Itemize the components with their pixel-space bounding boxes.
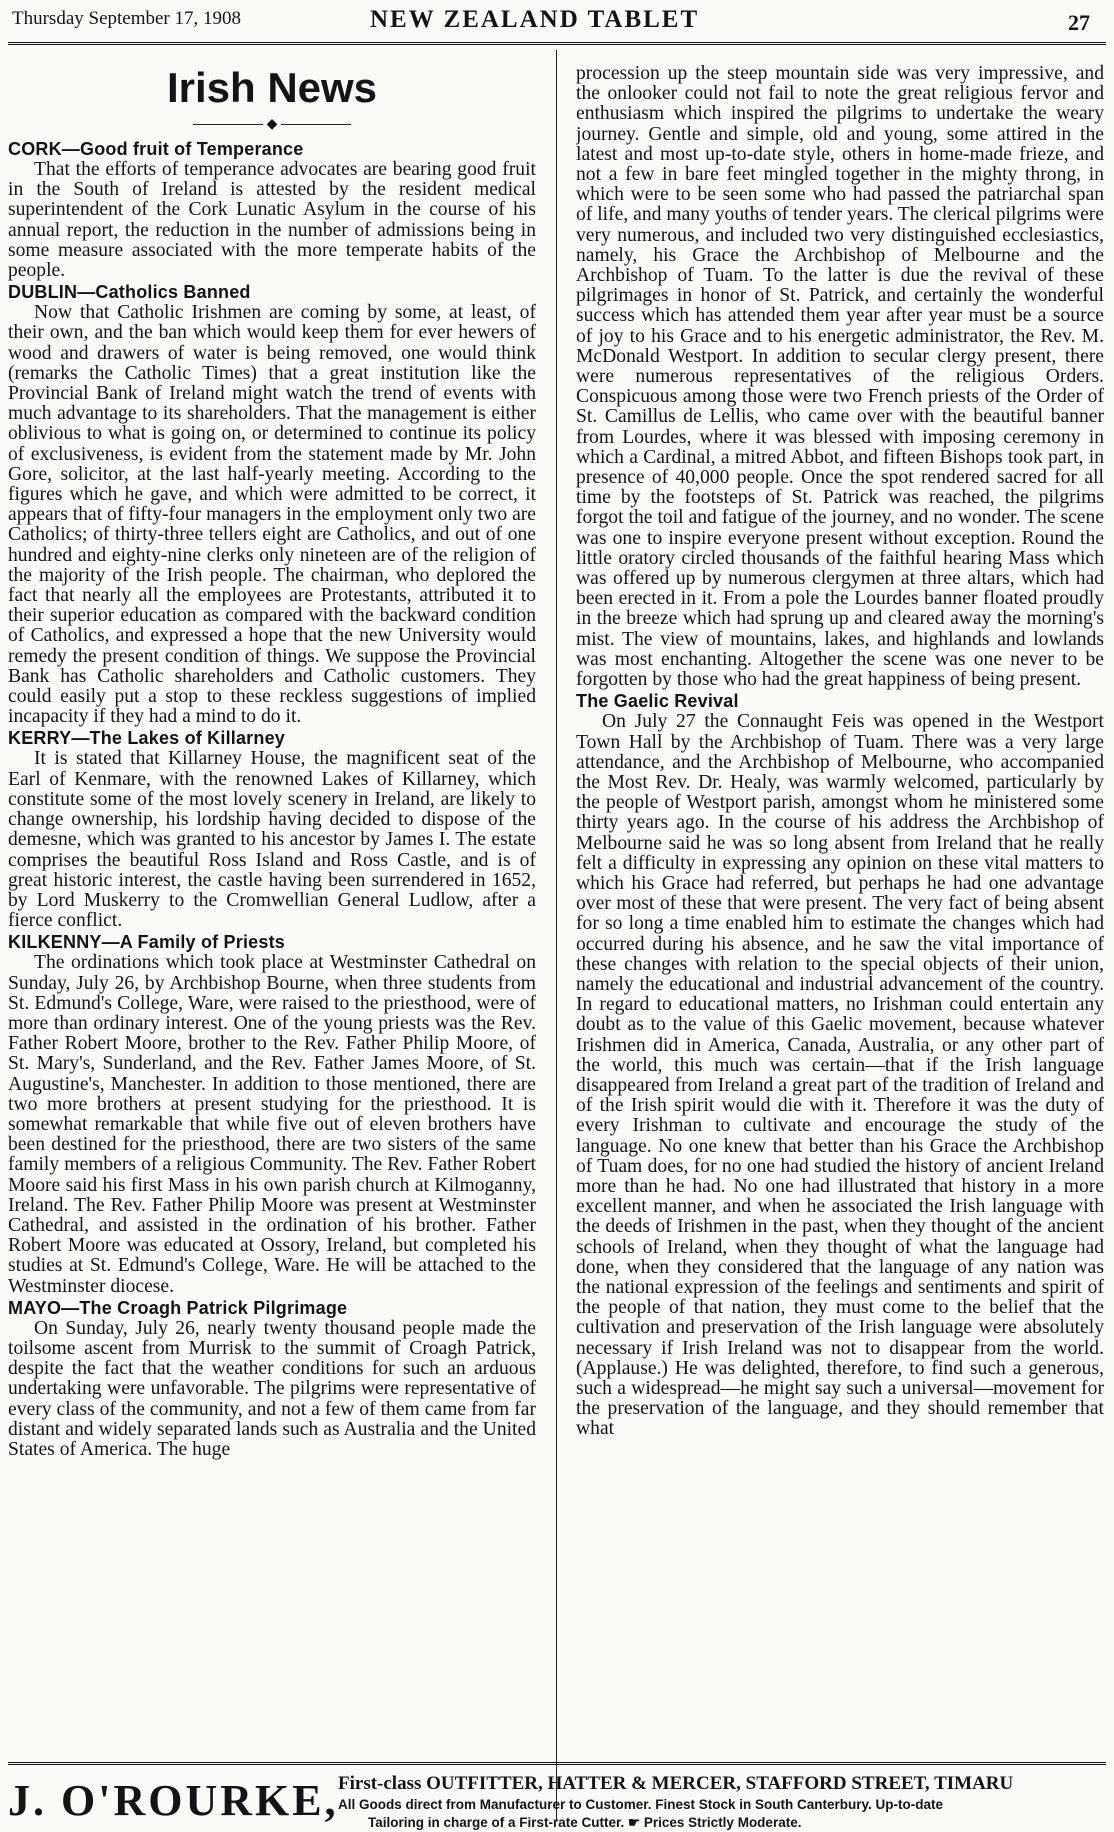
ad-line-2: All Goods direct from Manufacturer to Customer. Finest Stock in South Canterbury. Up-to-date: [338, 1797, 944, 1812]
page-number: 27: [1068, 10, 1090, 35]
article-paragraph: It is stated that Killarney House, the magnificent seat of the Earl of Kenmare, with the renowned Lakes of Killarney, which constitute some of the most lovely scenery in Ireland, are likely to change ownership, his lordship having decided to dispose of the demesne, which was granted to his ancestor by James I. The estate comprises the beautiful Ross Island and Ross Castle, and is of great historic interest, the castle having been surrendered in 1652, by Lord Muskerry to the Cromwellian General Ludlow, after a fierce conflict.: [8, 748, 536, 932]
heading-ornament: [8, 116, 536, 134]
article: [8, 727, 536, 931]
left-column: [8, 64, 536, 1800]
article-paragraph: The ordinations which took place at Westminster Cathedral on Sunday, July 26, by Archbishop Bourne, when three students from St. Edmund's College, Ware, were raised to the priesthood, were of more than ordinary interest. One of the young priests was the Rev. Father Robert Moore, brother to the Rev. Father Philip Moore, of St. Mary's, Sunderland, and the Rev. Father James Moore, of St. Augustine's, Manchester. In addition to those mentioned, there are two more brothers at present studying for the priesthood. It is somewhat remarkable that while five out of eleven brothers have been destined for the priesthood, there are two sisters of the same family members of a religious Community. The Rev. Father Robert Moore said his first Mass in his own parish church at Kilmoganny, Ireland. The Rev. Father Philip Moore was present at Westminster Cathedral, and assisted in the ordination of his brother. Father Robert Moore was educated at Ossory, Ireland, but completed his studies at St. Edmund's College, Ware. He will be attached to the Westminster diocese.: [8, 952, 536, 1297]
article-paragraph: That the efforts of temperance advocates are bearing good fruit in the South of Ireland is attested by the resident medical superintendent of the Cork Lunatic Asylum in the course of his annual report, the reduction in the number of admissions being in some measure associated with the more temperate habits of the people.: [8, 159, 536, 282]
newspaper-title: NEW ZEALAND TABLET: [370, 6, 700, 33]
masthead: [8, 4, 1106, 45]
article-title: CORK—Good fruit of Temperance: [8, 139, 304, 159]
article: [576, 64, 1104, 690]
article: [8, 138, 536, 281]
issue-date: Thursday September 17, 1908: [12, 8, 242, 29]
article-title: KILKENNY—A Family of Priests: [8, 932, 285, 953]
section-heading: Irish News: [166, 64, 378, 111]
ad-line-3: Tailoring in charge of a First-rate Cutter. ☛ Prices Strictly Moderate.: [368, 1815, 802, 1830]
article-paragraph: procession up the steep mountain side was very impressive, and the onlooker could not fail to note the great religious fervor and enthusiasm which inspired the pilgrims to undertake the weary journey. Gentle and simple, old and young, some attired in the latest and most up-to-date style, others in home-made frieze, and not a few in bare feet mingled together in the mighty throng, in which were to be seen some who had passed the patriarchal span of life, and many youths of tender years. The clerical pilgrims were very numerous, and included two very distinguished ecclesiastics, namely, his Grace the Archbishop of Melbourne and the Archbishop of Tuam. To the latter is due the revival of these pilgrimages in honor of St. Patrick, and certainly the wonderful success which has attended them year after year must be a source of joy to his Grace and to his energetic administrator, the Rev. M. McDonald Westport. In addition to secular clergy present, there were numerous representatives of the religious Orders. Conspicuous among those were two French priests of the Order of St. Camillus de Lellis, who came over with the beautiful banner from Lourdes, where it was blessed with imposing ceremony in which a Cardinal, a mitred Abbot, and fifteen Bishops took part, in presence of 40,000 people. Once the spot rendered sacred for all time by the footsteps of St. Patrick was reached, the pilgrims forgot the toil and fatigue of the journey, and no wonder. The scene was one to inspire everyone present without exception. Round the little oratory circled thousands of the faithful hearing Mass which was offered up by numerous clergymen at three altars, which had been erected in it. From a pole the Lourdes banner floated proudly in the breeze which had sprung up and cleared away the morning's mist. The view of mountains, lakes, and highlands and lowlands was most enchanting. Altogether the scene was one never to be forgotten by those who had the great happiness of being present.: [576, 64, 1104, 691]
advertisement: [8, 1762, 1106, 1831]
right-column: [576, 64, 1104, 1800]
article-title: KERRY—The Lakes of Killarney: [8, 728, 286, 749]
article: [8, 281, 536, 727]
left-articles: [8, 138, 536, 1460]
article: [8, 1297, 536, 1460]
article: [576, 690, 1104, 1439]
advertiser-name: J. O'ROURKE,: [8, 1776, 339, 1825]
right-articles: [576, 64, 1104, 1440]
article-title: DUBLIN—Catholics Banned: [8, 282, 251, 303]
column-divider: [556, 50, 557, 1820]
article-title: MAYO—The Croagh Patrick Pilgrimage: [8, 1297, 348, 1318]
article-paragraph: Now that Catholic Irishmen are coming by some, at least, of their own, and the ban which would keep them for ever hewers of wood and drawers of water is being removed, one would think (remarks the Catholic Times) that a great institution like the Provincial Bank of Ireland might watch the trend of events with much advantage to its shareholders. That the management is either oblivious to what is going on, or determined to continue its policy of exclusiveness, is evident from the statement made by Mr. John Gore, solicitor, at the last half-yearly meeting. According to the figures which he gave, and which were admitted to be correct, it appears that of fifty-four managers in the employment only two are Catholics; of thirty-three tellers eight are Catholics, and out of one hundred and eighty-nine clerks only nineteen are of the religion of the majority of the Irish people. The chairman, who deplored the fact that nearly all the employees are Protestants, attributed it to their superior education as compared with the backward condition of Catholics, and expressed a hope that the new University would remedy the present condition of things. We suppose the Provincial Bank has Catholic shareholders and Catholic customers. They could easily put a stop to these reckless suggestions of implied incapacity if they had a mind to do it.: [8, 302, 536, 728]
article-paragraph: On Sunday, July 26, nearly twenty thousand people made the toilsome ascent from Murrisk to the summit of Croagh Patrick, despite the fact that the weather conditions for such an arduous undertaking were unfavorable. The pilgrims were representative of every class of the community, and not a few of them came from far distant and widely separated lands such as Australia and the United States of America. The huge: [8, 1317, 536, 1460]
diamond-ornament-icon: ◆: [266, 117, 278, 132]
ad-line-1: First-class OUTFITTER, HATTER & MERCER, STAFFORD STREET, TIMARU: [338, 1773, 1014, 1794]
article-title: The Gaelic Revival: [576, 691, 739, 712]
article: [8, 931, 536, 1296]
article-paragraph: On July 27 the Connaught Feis was opened in the Westport Town Hall by the Archbishop of Tuam. There was a very large attendance, and the Archbishop of Melbourne, who accompanied the Most Rev. Dr. Healy, was warmly welcomed, particularly by the people of Westport parish, amongst whom he ministered some thirty years ago. In the course of his address the Archbishop of Melbourne said he was so long absent from Ireland that he really felt a difficulty in expressing any opinion on these vital matters to which his Grace had referred, but perhaps he had one advantage over most of these that were present. The very fact of being absent for so long a time enabled him to estimate the changes which had occurred during his absence, and he saw the vital importance of these changes with relation to the special objects of their union, namely the educational and industrial advancement of the country. In regard to educational matters, no Irishman could entertain any doubt as to the value of this Gaelic movement, because whatever Irishmen did in America, Canada, Australia, or any other part of the world, this much was certain—that if the Irish language disappeared from Ireland a great part of the tradition of Ireland and of the Irish spirit would die with it. Therefore it was the duty of every Irishman to cultivate and encourage the study of the language. No one knew that better than his Grace the Archbishop of Tuam does, for no one had studied the history of ancient Ireland more than he had. No one had illustrated that history in a more excellent manner, and when he associated the Irish language with the deeds of Irishmen in the past, when they thought of the ancient schools of Ireland, when they thought of what the language had done, when they considered that the language of any nation was the national expression of the feelings and sentiments and spirit of the people of that nation, they must come to the belief that the cultivation and preservation of the Irish language were absolutely necessary if Irish Ireland was not to disappear from the world. (Applause.) He was delighted, therefore, to find such a generous, such a widespread—he might say such a universal—movement for the preservation of the language, and they should remember that what: [576, 711, 1104, 1440]
